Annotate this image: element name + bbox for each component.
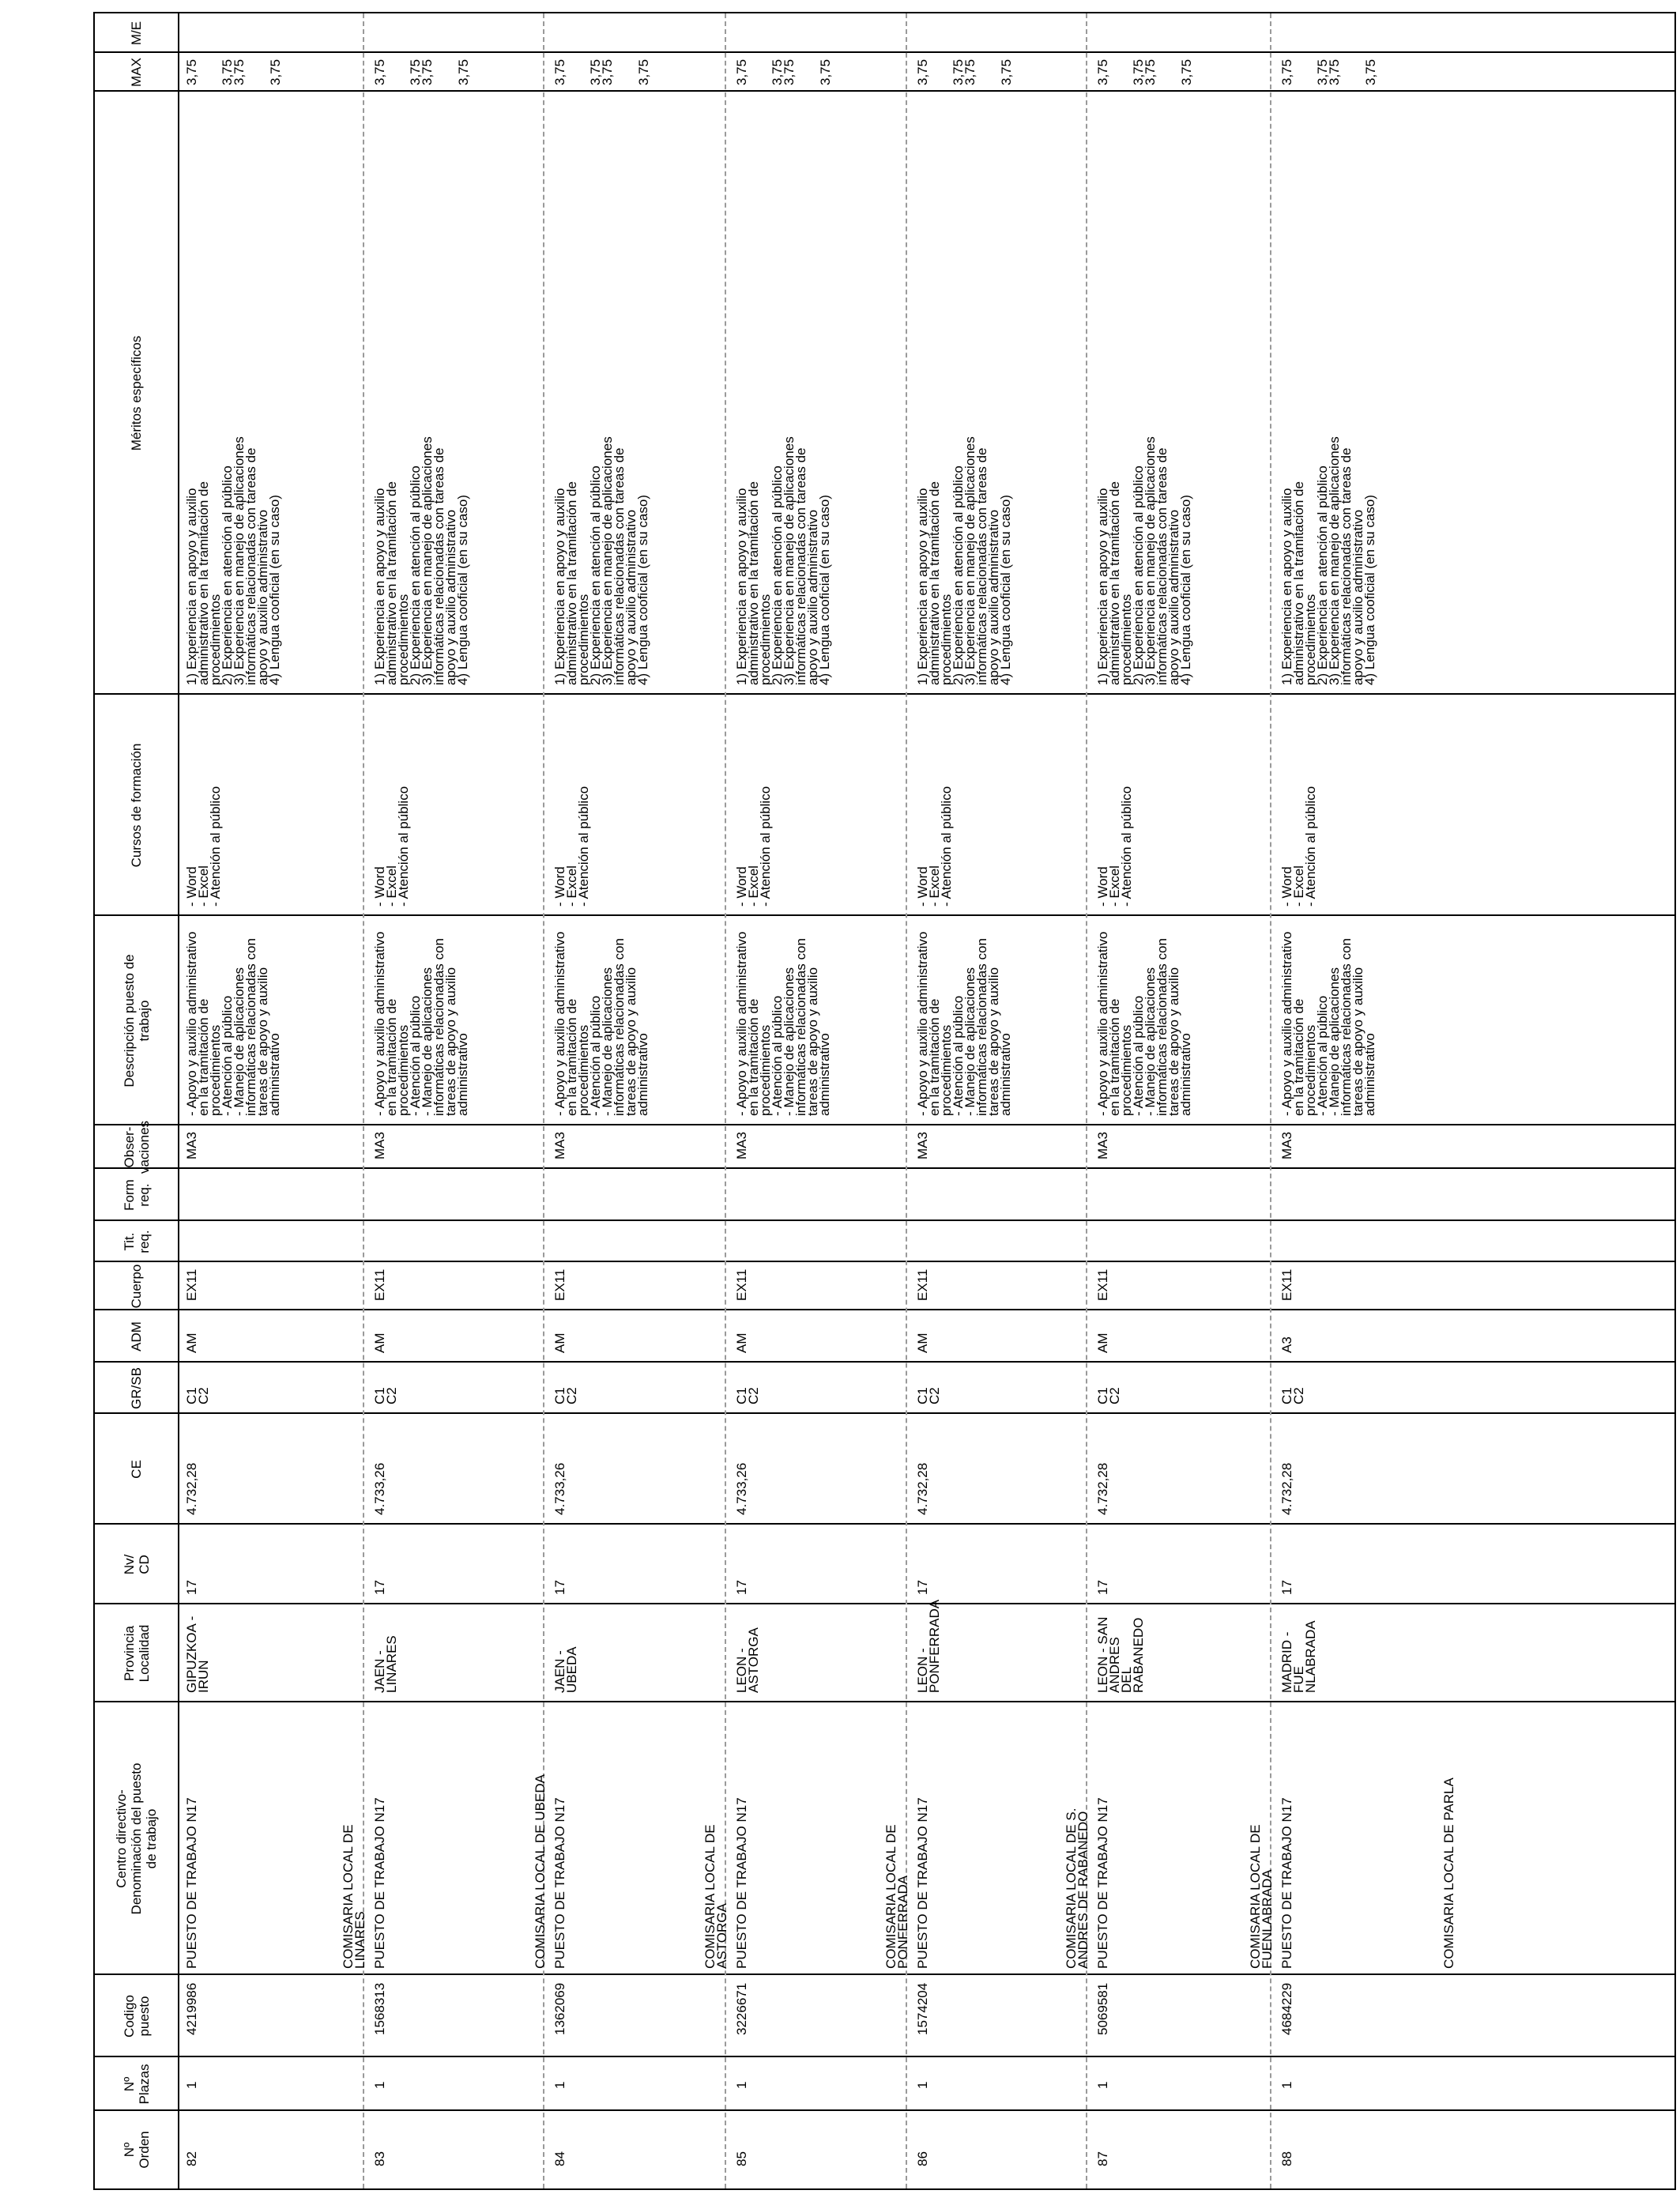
cell-centro-puesto: PUESTO DE TRABAJO N17 <box>1279 1797 1294 1969</box>
merit-line: 3) Experiencia en manejo de aplicaciones informáticas relacionadas con tareas de apoyo y auxilio administrativo <box>962 436 1001 685</box>
cell-ce: 4.733,26 <box>734 1462 749 1515</box>
cell-max-value: 3,75 <box>1143 58 1158 85</box>
cell-provincia: MADRID - FUE NLABRADA <box>1279 1620 1318 1693</box>
cell-cuerpo: EX11 <box>915 1269 930 1301</box>
column-header-label: ADM <box>129 1321 144 1351</box>
cell-max-value: 3,75 <box>408 58 423 85</box>
column-divider <box>95 693 1674 695</box>
cell-max-value: 3,75 <box>770 58 785 85</box>
column-header-max <box>95 53 178 92</box>
cell-max-value: 3,75 <box>552 58 567 85</box>
cell-observaciones: MA3 <box>184 1132 199 1159</box>
cell-grupo: C1 C2 <box>372 1387 399 1404</box>
cell-cursos: - Word - Excel - Atención al público <box>184 786 223 907</box>
cell-cursos: - Word - Excel - Atención al público <box>915 786 954 907</box>
column-header-ce <box>95 1414 178 1525</box>
cell-max-value: 3,75 <box>268 58 283 85</box>
merit-line: 3) Experiencia en manejo de aplicaciones informáticas relacionadas con tareas de apoyo y auxilio administrativo <box>1327 436 1365 685</box>
cell-centro-puesto: PUESTO DE TRABAJO N17 <box>734 1797 749 1969</box>
column-divider <box>95 2109 1674 2111</box>
column-header-nivel <box>95 1525 178 1604</box>
merit-line: 1) Experiencia en apoyo y auxilio administrativo en la tramitación de procedimientos <box>1279 481 1318 685</box>
merit-line: 4) Lengua cooficial (en su caso) <box>455 495 470 685</box>
cell-meritos <box>1281 95 1376 685</box>
cell-max-value: 3,75 <box>232 58 247 85</box>
cell-max-value: 3,75 <box>1279 58 1294 85</box>
column-divider <box>95 1412 1674 1414</box>
cell-observaciones: MA3 <box>734 1132 749 1159</box>
cell-plazas: 1 <box>1095 2081 1110 2089</box>
merit-line: 2) Experiencia en atención al público <box>770 466 785 685</box>
cell-max-value: 3,75 <box>1095 58 1110 85</box>
cell-adm: AM <box>1095 1333 1110 1353</box>
column-header-label: Nº Orden <box>121 2131 152 2169</box>
cell-codigo: 4684229 <box>1279 1982 1294 2035</box>
merit-line: 3) Experiencia en manejo de aplicaciones informáticas relacionadas con tareas de apoyo y auxilio administrativo <box>420 436 458 685</box>
column-divider <box>95 1523 1674 1525</box>
merit-line: 1) Experiencia en apoyo y auxilio administrativo en la tramitación de procedimientos <box>734 481 773 685</box>
cell-nivel: 17 <box>1095 1580 1110 1595</box>
cell-centro-puesto: PUESTO DE TRABAJO N17 <box>372 1797 387 1969</box>
cell-plazas: 1 <box>734 2081 749 2089</box>
cell-centro-puesto: PUESTO DE TRABAJO N17 <box>915 1797 930 1969</box>
cell-max-value: 3,75 <box>962 58 977 85</box>
cell-adm: AM <box>915 1333 930 1353</box>
merit-line: 3) Experiencia en manejo de aplicaciones informáticas relacionadas con tareas de apoyo y auxilio administrativo <box>1143 436 1181 685</box>
cell-codigo: 1574204 <box>915 1982 930 2035</box>
cell-observaciones: MA3 <box>552 1132 567 1159</box>
cell-max-value: 3,75 <box>636 58 651 85</box>
merit-line: 2) Experiencia en atención al público <box>1131 466 1146 685</box>
merit-line: 4) Lengua cooficial (en su caso) <box>267 495 282 685</box>
merit-line: 1) Experiencia en apoyo y auxilio administrativo en la tramitación de procedimientos <box>552 481 591 685</box>
vacancies-table <box>93 12 1676 2190</box>
cell-max-value: 3,75 <box>372 58 387 85</box>
column-divider <box>95 51 1674 53</box>
cell-grupo: C1 C2 <box>552 1387 579 1404</box>
column-header-label: GR/SB <box>129 1367 144 1409</box>
cell-plazas: 1 <box>1279 2081 1294 2089</box>
merit-line: 4) Lengua cooficial (en su caso) <box>1362 495 1377 685</box>
cell-grupo: C1 C2 <box>1095 1387 1122 1404</box>
merit-line: 2) Experiencia en atención al público <box>951 466 966 685</box>
column-divider <box>95 90 1674 92</box>
cell-descripcion: - Apoyo y auxilio administrativo en la tramitación de procedimientos - Atención al público - Manejo de aplicaciones informáticas relacionadas con tareas de apoyo y auxilio administrativo <box>734 931 832 1116</box>
cell-orden: 85 <box>734 2151 749 2166</box>
cell-cuerpo: EX11 <box>1279 1269 1294 1301</box>
cell-observaciones: MA3 <box>1279 1132 1294 1159</box>
column-header-label: Descripción puesto de trabajo <box>121 954 152 1088</box>
cell-codigo: 4219986 <box>184 1982 199 2035</box>
cell-max-value: 3,75 <box>588 58 603 85</box>
cell-observaciones: MA3 <box>915 1132 930 1159</box>
column-header-plazas <box>95 2057 178 2111</box>
merit-line: 4) Lengua cooficial (en su caso) <box>817 495 832 685</box>
cell-observaciones: MA3 <box>372 1132 387 1159</box>
cell-max-value: 3,75 <box>1131 58 1146 85</box>
cell-cursos: - Word - Excel - Atención al público <box>372 786 411 907</box>
cell-plazas: 1 <box>372 2081 387 2089</box>
column-header-codigo <box>95 1975 178 2057</box>
column-header-label: M/E <box>129 21 144 46</box>
cell-adm: AM <box>372 1333 387 1353</box>
column-header-label: Cuerpo <box>129 1264 144 1309</box>
cell-ce: 4.732,28 <box>1095 1462 1110 1515</box>
cell-cursos: - Word - Excel - Atención al público <box>734 786 773 907</box>
cell-codigo: 1362069 <box>552 1982 567 2035</box>
cell-codigo: 3226671 <box>734 1982 749 2035</box>
cell-adm: AM <box>734 1333 749 1353</box>
merit-line: 3) Experiencia en manejo de aplicaciones informáticas relacionadas con tareas de apoyo y auxilio administrativo <box>600 436 638 685</box>
cell-cuerpo: EX11 <box>552 1269 567 1301</box>
cell-max-value: 3,75 <box>734 58 749 85</box>
merit-line: 1) Experiencia en apoyo y auxilio administrativo en la tramitación de procedimientos <box>184 481 223 685</box>
cell-orden: 84 <box>552 2151 567 2166</box>
cell-centro-unidad: COMISARIA LOCAL DE UBEDA <box>533 1774 548 1969</box>
merit-line: 2) Experiencia en atención al público <box>220 466 235 685</box>
cell-cursos: - Word - Excel - Atención al público <box>1279 786 1318 907</box>
column-header-cursos <box>95 695 178 916</box>
cell-codigo: 1568313 <box>372 1982 387 2035</box>
merit-line: 1) Experiencia en apoyo y auxilio administrativo en la tramitación de procedimientos <box>372 481 411 685</box>
column-header-label: Cursos de formación <box>129 743 144 868</box>
cell-plazas: 1 <box>552 2081 567 2089</box>
cell-ce: 4.732,28 <box>1279 1462 1294 1515</box>
cell-ce: 4.732,28 <box>915 1462 930 1515</box>
cell-observaciones: MA3 <box>1095 1132 1110 1159</box>
column-header-label: Nv/ CD <box>121 1554 152 1575</box>
cell-provincia: JAEN - LINARES <box>372 1635 399 1693</box>
cell-max-value: 3,75 <box>420 58 435 85</box>
cell-meritos <box>917 95 1011 685</box>
cell-nivel: 17 <box>1279 1580 1294 1595</box>
cell-nivel: 17 <box>184 1580 199 1595</box>
cell-max-value: 3,75 <box>999 58 1014 85</box>
merit-line: 1) Experiencia en apoyo y auxilio administrativo en la tramitación de procedimientos <box>915 481 954 685</box>
merit-line: 4) Lengua cooficial (en su caso) <box>998 495 1013 685</box>
cell-max-value: 3,75 <box>1327 58 1342 85</box>
cell-orden: 82 <box>184 2151 199 2166</box>
column-header-label: Nº Plazas <box>121 2064 152 2105</box>
cell-max-value: 3,75 <box>1315 58 1330 85</box>
column-header-label: Méritos específicos <box>129 335 144 451</box>
cell-cursos: - Word - Excel - Atención al público <box>552 786 591 907</box>
cell-centro-puesto: PUESTO DE TRABAJO N17 <box>552 1797 567 1969</box>
cell-descripcion: - Apoyo y auxilio administrativo en la tramitación de procedimientos - Atención al público - Manejo de aplicaciones informáticas relacionadas con tareas de apoyo y auxilio administrativo <box>1095 931 1193 1116</box>
column-header-label: Obser- vaciones <box>121 1120 152 1174</box>
cell-grupo: C1 C2 <box>184 1387 211 1404</box>
cell-provincia: LEON - ASTORGA <box>734 1627 761 1693</box>
merit-line: 1) Experiencia en apoyo y auxilio administrativo en la tramitación de procedimientos <box>1095 481 1134 685</box>
merit-line: 2) Experiencia en atención al público <box>1315 466 1330 685</box>
cell-grupo: C1 C2 <box>915 1387 942 1404</box>
cell-max-value: 3,75 <box>184 58 199 85</box>
cell-descripcion: - Apoyo y auxilio administrativo en la tramitación de procedimientos - Atención al público - Manejo de aplicaciones informáticas relacionadas con tareas de apoyo y auxilio administrativo <box>552 931 650 1116</box>
column-header-centro <box>95 1702 178 1975</box>
column-header-label: MAX <box>129 58 144 87</box>
cell-max-value: 3,75 <box>782 58 797 85</box>
column-divider <box>95 1361 1674 1363</box>
merit-line: 2) Experiencia en atención al público <box>408 466 423 685</box>
cell-descripcion: - Apoyo y auxilio administrativo en la tramitación de procedimientos - Atención al público - Manejo de aplicaciones informáticas relacionadas con tareas de apoyo y auxilio administrativo <box>1279 931 1377 1116</box>
cell-orden: 83 <box>372 2151 387 2166</box>
cell-adm: A3 <box>1279 1336 1294 1353</box>
merit-line: 3) Experiencia en manejo de aplicaciones informáticas relacionadas con tareas de apoyo y auxilio administrativo <box>232 436 270 685</box>
cell-ce: 4.733,26 <box>552 1462 567 1515</box>
column-header-label: Centro directivo- Denominación del puesto de trabajo <box>114 1762 159 1915</box>
merit-line: 4) Lengua cooficial (en su caso) <box>1178 495 1193 685</box>
cell-max-value: 3,75 <box>1363 58 1378 85</box>
cell-centro-puesto: PUESTO DE TRABAJO N17 <box>1095 1797 1110 1969</box>
column-divider <box>95 1261 1674 1262</box>
cell-descripcion: - Apoyo y auxilio administrativo en la tramitación de procedimientos - Atención al público - Manejo de aplicaciones informáticas relacionadas con tareas de apoyo y auxilio administrativo <box>915 931 1013 1116</box>
cell-centro-unidad: COMISARIA LOCAL DE S. ANDRES DE RABANEDO <box>1064 1808 1090 1969</box>
column-divider <box>95 1220 1674 1221</box>
cell-max-value: 3,75 <box>456 58 471 85</box>
cell-centro-unidad: COMISARIA LOCAL DE LINARES <box>341 1824 367 1969</box>
cell-max-value: 3,75 <box>220 58 235 85</box>
column-header-descripcion <box>95 916 178 1125</box>
column-divider <box>95 2056 1674 2057</box>
column-divider <box>95 1309 1674 1310</box>
column-header-label: CE <box>129 1460 144 1479</box>
cell-provincia: JAEN - UBEDA <box>552 1646 579 1693</box>
merit-line: 3) Experiencia en manejo de aplicaciones informáticas relacionadas con tareas de apoyo y auxilio administrativo <box>782 436 820 685</box>
column-header-provincia <box>95 1604 178 1702</box>
cell-ce: 4.732,28 <box>184 1462 199 1515</box>
merit-line: 4) Lengua cooficial (en su caso) <box>635 495 650 685</box>
cell-nivel: 17 <box>552 1580 567 1595</box>
cell-nivel: 17 <box>734 1580 749 1595</box>
column-header-observaciones <box>95 1120 178 1174</box>
column-divider <box>95 1603 1674 1604</box>
header-divider <box>178 13 179 2188</box>
cell-orden: 88 <box>1279 2151 1294 2166</box>
cell-centro-puesto: PUESTO DE TRABAJO N17 <box>184 1797 199 1969</box>
column-divider <box>95 914 1674 916</box>
column-divider <box>95 1167 1674 1169</box>
cell-max-value: 3,75 <box>951 58 966 85</box>
cell-centro-unidad: COMISARIA LOCAL DE ASTORGA <box>703 1824 729 1969</box>
column-header-label: Tit. req. <box>121 1230 152 1253</box>
cell-cuerpo: EX11 <box>372 1269 387 1301</box>
column-header-cuerpo <box>95 1262 178 1310</box>
column-header-formacion <box>95 1169 178 1221</box>
cell-adm: AM <box>552 1333 567 1353</box>
column-header-label: Codigo puesto <box>121 1995 152 2038</box>
cell-nivel: 17 <box>372 1580 387 1595</box>
cell-meritos <box>186 95 281 685</box>
cell-orden: 86 <box>915 2151 930 2166</box>
cell-nivel: 17 <box>915 1580 930 1595</box>
cell-meritos <box>1097 95 1192 685</box>
cell-max-value: 3,75 <box>1179 58 1194 85</box>
cell-descripcion: - Apoyo y auxilio administrativo en la tramitación de procedimientos - Atención al público - Manejo de aplicaciones informáticas relacionadas con tareas de apoyo y auxilio administrativo <box>184 931 282 1116</box>
cell-cuerpo: EX11 <box>1095 1269 1110 1301</box>
cell-cursos: - Word - Excel - Atención al público <box>1095 786 1134 907</box>
cell-ce: 4.733,26 <box>372 1462 387 1515</box>
column-header-label: Provincia Localidad <box>121 1624 152 1683</box>
cell-meritos <box>374 95 469 685</box>
column-divider <box>95 1973 1674 1975</box>
cell-provincia: GIPUZKOA - IRUN <box>184 1615 211 1693</box>
cell-provincia: LEON - PONFERRADA <box>915 1599 942 1693</box>
cell-grupo: C1 C2 <box>1279 1387 1306 1404</box>
column-header-adm <box>95 1310 178 1363</box>
cell-meritos <box>736 95 831 685</box>
cell-centro-unidad-trailing: COMISARIA LOCAL DE PARLA <box>1441 1777 1456 1969</box>
column-header-me <box>95 13 178 53</box>
column-header-grupo <box>95 1363 178 1414</box>
cell-max-value: 3,75 <box>818 58 833 85</box>
cell-centro-unidad: COMISARIA LOCAL DE PONFERRADA <box>883 1824 910 1969</box>
cell-plazas: 1 <box>184 2081 199 2089</box>
column-header-titulacion <box>95 1221 178 1262</box>
cell-orden: 87 <box>1095 2151 1110 2166</box>
cell-codigo: 5069581 <box>1095 1982 1110 2035</box>
cell-cuerpo: EX11 <box>734 1269 749 1301</box>
cell-plazas: 1 <box>915 2081 930 2089</box>
cell-max-value: 3,75 <box>915 58 930 85</box>
column-header-label: Form req. <box>121 1179 152 1211</box>
cell-max-value: 3,75 <box>600 58 615 85</box>
cell-grupo: C1 C2 <box>734 1387 761 1404</box>
cell-centro-unidad: COMISARIA LOCAL DE FUENLABRADA <box>1248 1824 1275 1969</box>
cell-adm: AM <box>184 1333 199 1353</box>
cell-descripcion: - Apoyo y auxilio administrativo en la tramitación de procedimientos - Atención al público - Manejo de aplicaciones informáticas relacionadas con tareas de apoyo y auxilio administrativo <box>372 931 470 1116</box>
cell-meritos <box>554 95 649 685</box>
column-header-meritos <box>95 92 178 695</box>
cell-cuerpo: EX11 <box>184 1269 199 1301</box>
column-divider <box>95 1124 1674 1125</box>
cell-provincia: LEON - SAN ANDRES DEL RABANEDO <box>1095 1616 1146 1693</box>
column-header-orden <box>95 2111 178 2188</box>
merit-line: 2) Experiencia en atención al público <box>588 466 603 685</box>
